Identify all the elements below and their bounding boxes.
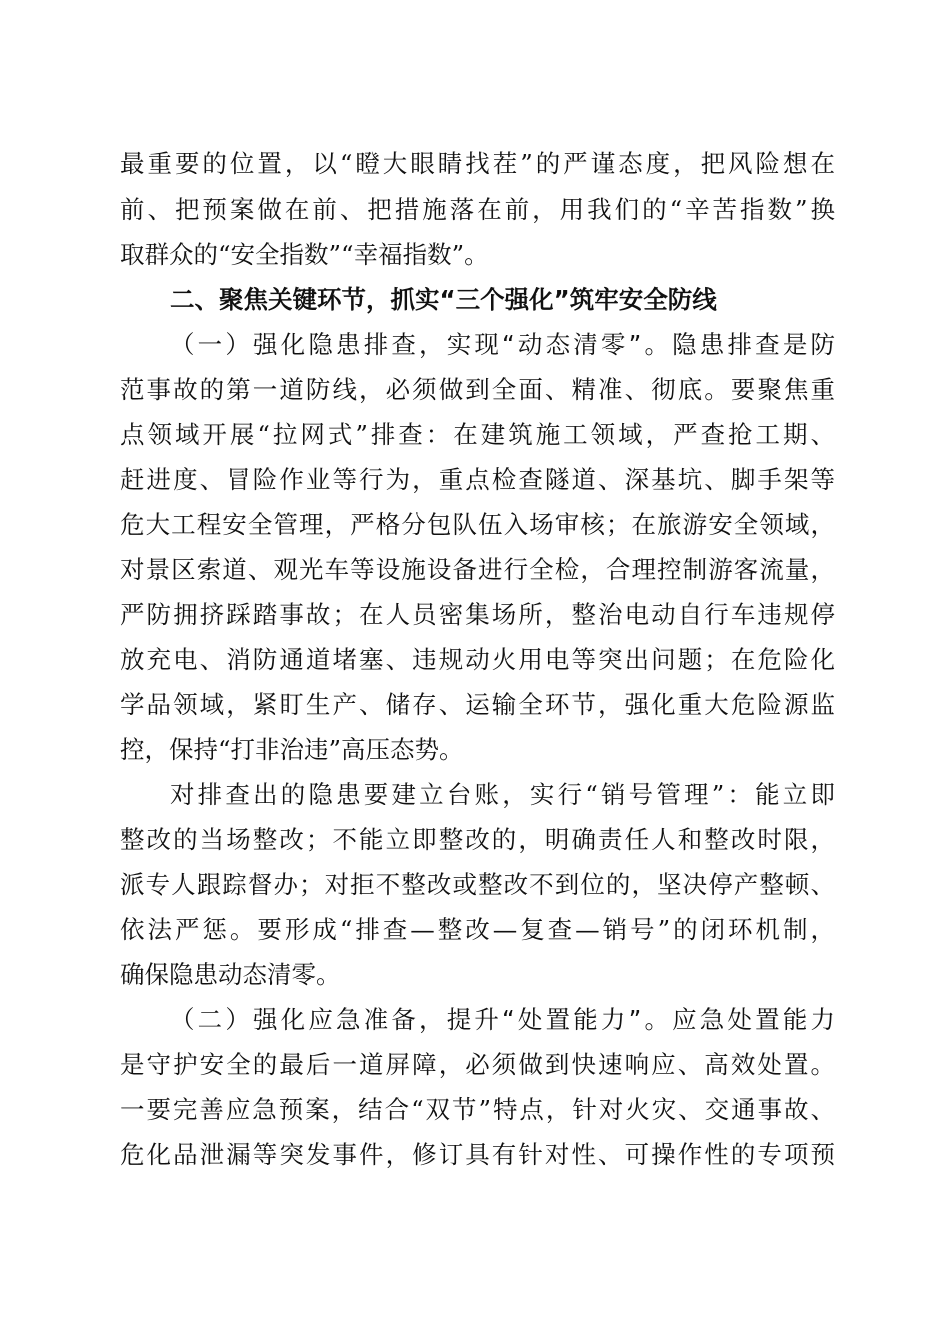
- paragraph-line: 整改的当场整改；不能立即整改的，明确责任人和整改时限，: [120, 825, 835, 854]
- paragraph-line: 赶进度、冒险作业等行为，重点检查隧道、深基坑、脚手架等: [120, 465, 835, 494]
- section-heading: 二、聚焦关键环节，抓实“三个强化”筑牢安全防线: [170, 285, 717, 314]
- paragraph-line: 范事故的第一道防线，必须做到全面、精准、彻底。要聚焦重: [120, 375, 835, 404]
- paragraph-line: 确保隐患动态清零。: [120, 960, 341, 989]
- paragraph-line: 点领域开展“拉网式”排查：在建筑施工领域，严查抢工期、: [120, 420, 835, 449]
- paragraph-line: 控，保持“打非治违”高压态势。: [120, 735, 464, 764]
- subsection-heading-line: （一）强化隐患排查，实现“动态清零”。隐患排查是防: [170, 330, 835, 359]
- paragraph-line: 最重要的位置，以“瞪大眼睛找茬”的严谨态度，把风险想在: [120, 149, 835, 178]
- paragraph-line: 是守护安全的最后一道屏障，必须做到快速响应、高效处置。: [120, 1050, 835, 1079]
- paragraph-line: 对景区索道、观光车等设施设备进行全检，合理控制游客流量，: [120, 555, 835, 584]
- paragraph-line: 取群众的“安全指数”“幸福指数”。: [120, 240, 489, 269]
- subsection-heading-line: （二）强化应急准备，提升“处置能力”。应急处置能力: [170, 1005, 835, 1034]
- paragraph-line: 危化品泄漏等突发事件，修订具有针对性、可操作性的专项预: [120, 1140, 835, 1169]
- paragraph-line: 派专人跟踪督办；对拒不整改或整改不到位的，坚决停产整顿、: [120, 870, 835, 899]
- paragraph-line: 对排查出的隐患要建立台账，实行“销号管理”：能立即: [170, 780, 835, 809]
- paragraph-line: 严防拥挤踩踏事故；在人员密集场所，整治电动自行车违规停: [120, 600, 835, 629]
- paragraph-line: 前、把预案做在前、把措施落在前，用我们的“辛苦指数”换: [120, 195, 835, 224]
- paragraph-line: 依法严惩。要形成“排查—整改—复查—销号”的闭环机制，: [120, 915, 835, 944]
- paragraph-line: 放充电、消防通道堵塞、违规动火用电等突出问题；在危险化: [120, 645, 835, 674]
- paragraph-line: 学品领域，紧盯生产、储存、运输全环节，强化重大危险源监: [120, 690, 835, 719]
- paragraph-line: 危大工程安全管理，严格分包队伍入场审核；在旅游安全领域，: [120, 510, 835, 539]
- paragraph-line: 一要完善应急预案，结合“双节”特点，针对火灾、交通事故、: [120, 1095, 835, 1124]
